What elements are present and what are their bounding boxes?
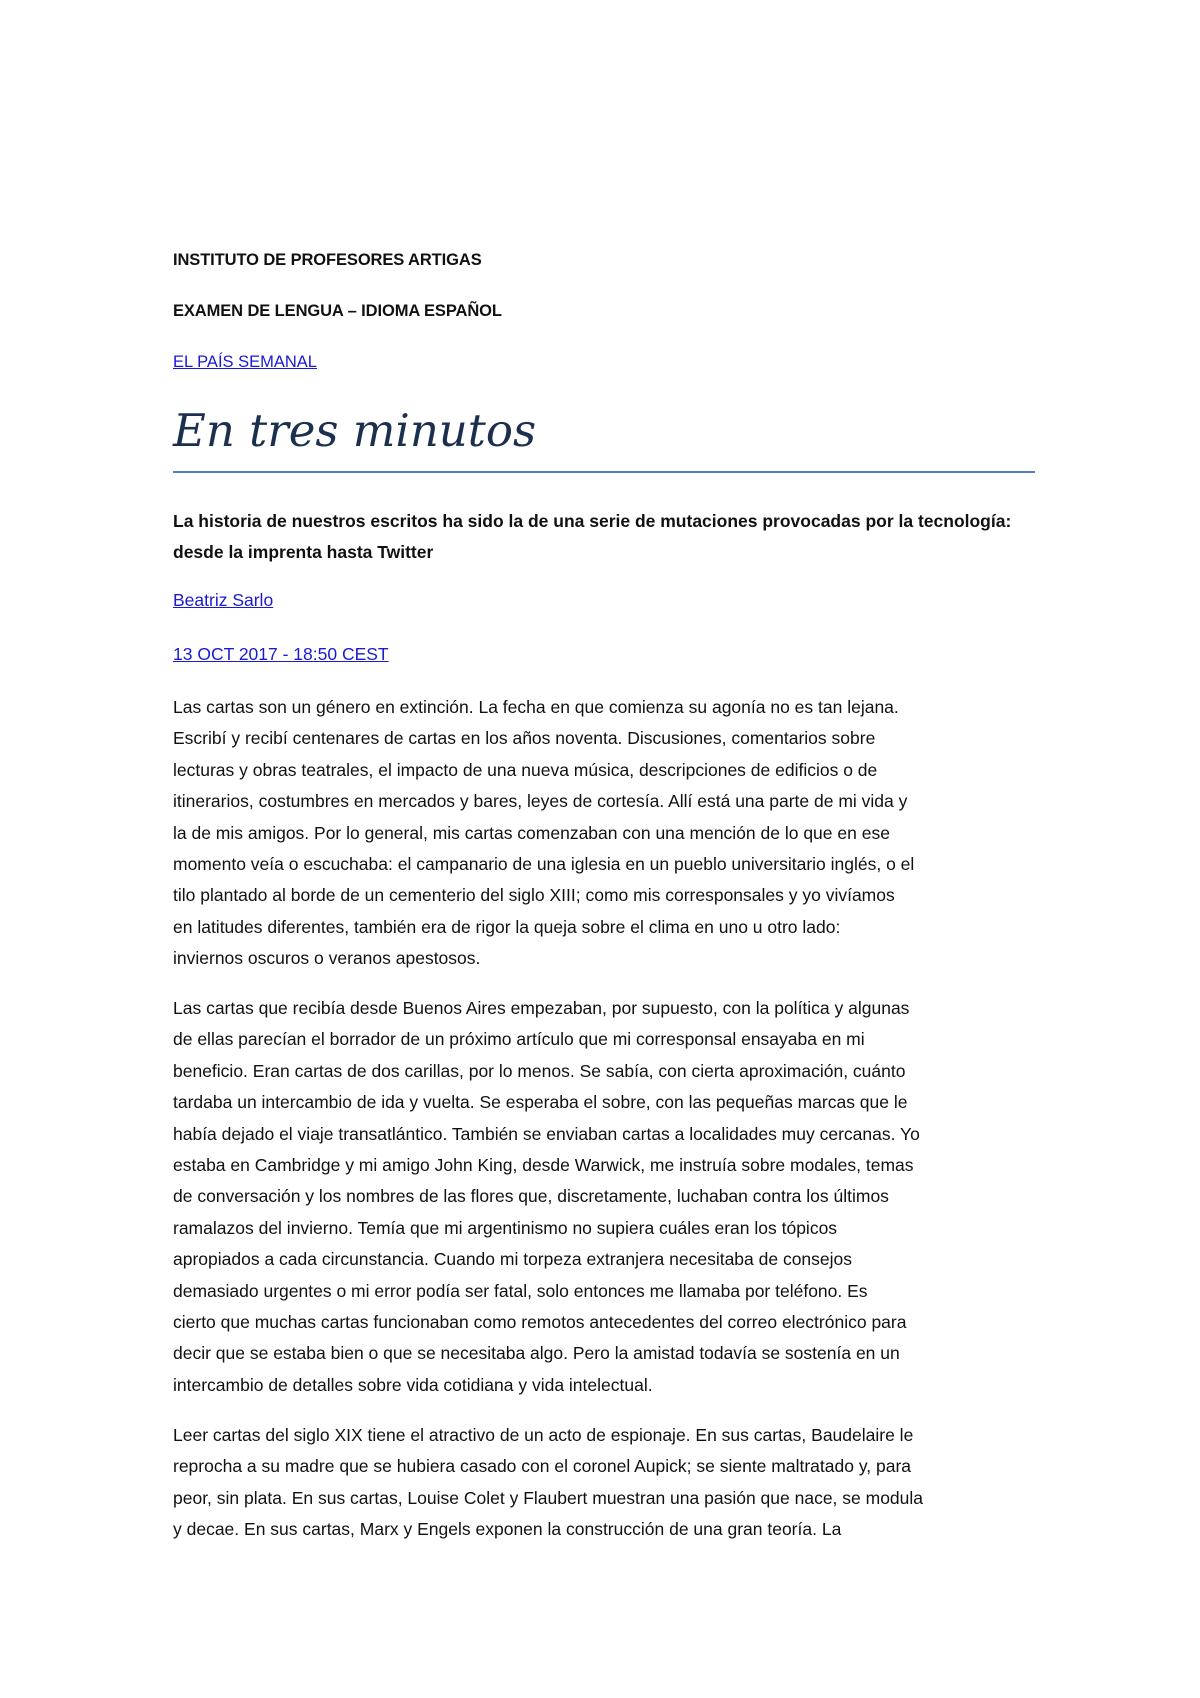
paragraph-line: estaba en Cambridge y mi amigo John King, desde Warwick, me instruía sobre modales, temas [173, 1155, 914, 1176]
paragraph-line: Las cartas son un género en extinción. La fecha en que comienza su agonía no es tan lejana. [173, 697, 899, 717]
paragraph-line: tilo plantado al borde de un cementerio del siglo XIII; como mis corresponsales y yo vivíamos [173, 885, 895, 906]
paragraph-line: tardaba un intercambio de ida y vuelta. Se esperaba el sobre, con las pequeñas marcas que le [173, 1092, 908, 1113]
author-link[interactable]: Beatriz Sarlo [173, 590, 274, 610]
paragraph-line: decir que se estaba bien o que se necesitaba algo. Pero la amistad todavía se sostenía en un [173, 1343, 900, 1364]
paragraph-line: demasiado urgentes o mi error podía ser fatal, solo entonces me llamaba por teléfono. Es [173, 1280, 868, 1301]
institution-heading: INSTITUTO DE PROFESORES ARTIGAS [173, 251, 482, 269]
paragraph-line: y decae. En sus cartas, Marx y Engels exponen la construcción de una gran teoría. La [173, 1519, 842, 1540]
paragraph-line: apropiados a cada circunstancia. Cuando mi torpeza extranjera necesitaba de consejos [173, 1249, 853, 1270]
paragraph-line: itinerarios, costumbres en mercados y bares, leyes de cortesía. Allí está una parte de mi vida y [173, 791, 908, 812]
body-paragraph [173, 993, 1035, 1401]
paragraph-line: Escribí y recibí centenares de cartas en los años noventa. Discusiones, comentarios sobre [173, 728, 876, 749]
article-title: En tres minutos [173, 404, 537, 457]
paragraph-line: peor, sin plata. En sus cartas, Louise Colet y Flaubert muestran una pasión que nace, se modula [173, 1487, 924, 1508]
section-link[interactable]: EL PAÍS SEMANAL [173, 353, 317, 371]
body-paragraph [173, 1420, 1035, 1546]
paragraph-line: en latitudes diferentes, también era de rigor la queja sobre el clima en uno u otro lado: [173, 916, 841, 937]
paragraph-line: ramalazos del invierno. Temía que mi argentinismo no supiera cuáles eran los tópicos [173, 1217, 838, 1238]
paragraph-line: reprocha a su madre que se hubiera casado con el coronel Aupick; se siente maltratado y, para [173, 1456, 912, 1477]
paragraph-line: lecturas y obras teatrales, el impacto de una nueva música, descripciones de edificios o de [173, 759, 878, 780]
paragraph-line: la de mis amigos. Por lo general, mis cartas comenzaban con una mención de lo que en ese [173, 822, 890, 843]
paragraph-line: Leer cartas del siglo XIX tiene el atractivo de un acto de espionaje. En sus cartas, Baudelaire le [173, 1425, 914, 1445]
paragraph-line: había dejado el viaje transatlántico. También se enviaban cartas a localidades muy cercanas. Yo [173, 1123, 920, 1144]
exam-heading: EXAMEN DE LENGUA – IDIOMA ESPAÑOL [173, 302, 502, 320]
paragraph-line: de ellas parecían el borrador de un próximo artículo que mi corresponsal ensayaba en mi [173, 1029, 865, 1050]
date-link[interactable]: 13 OCT 2017 - 18:50 CEST [173, 644, 389, 664]
paragraph-line: de conversación y los nombres de las flores que, discretamente, luchaban contra los últimos [173, 1186, 889, 1207]
paragraph-line: Las cartas que recibía desde Buenos Aires empezaban, por supuesto, con la política y algunas [173, 998, 910, 1018]
title-divider [173, 471, 1035, 473]
body-paragraph [173, 692, 1035, 975]
paragraph-line: intercambio de detalles sobre vida cotidiana y vida intelectual. [173, 1374, 653, 1395]
paragraph-line: momento veía o escuchaba: el campanario de una iglesia en un pueblo universitario inglés, o el [173, 854, 915, 875]
paragraph-line: beneficio. Eran cartas de dos carillas, por lo menos. Se sabía, con cierta aproximación, cuánto [173, 1060, 906, 1081]
article-subtitle: La historia de nuestros escritos ha sido la de una serie de mutaciones provocadas por la tecnología: desde la imprenta hasta Twitter [173, 511, 1012, 562]
paragraph-line: inviernos oscuros o veranos apestosos. [173, 948, 481, 969]
paragraph-line: cierto que muchas cartas funcionaban como remotos antecedentes del correo electrónico para [173, 1312, 907, 1333]
